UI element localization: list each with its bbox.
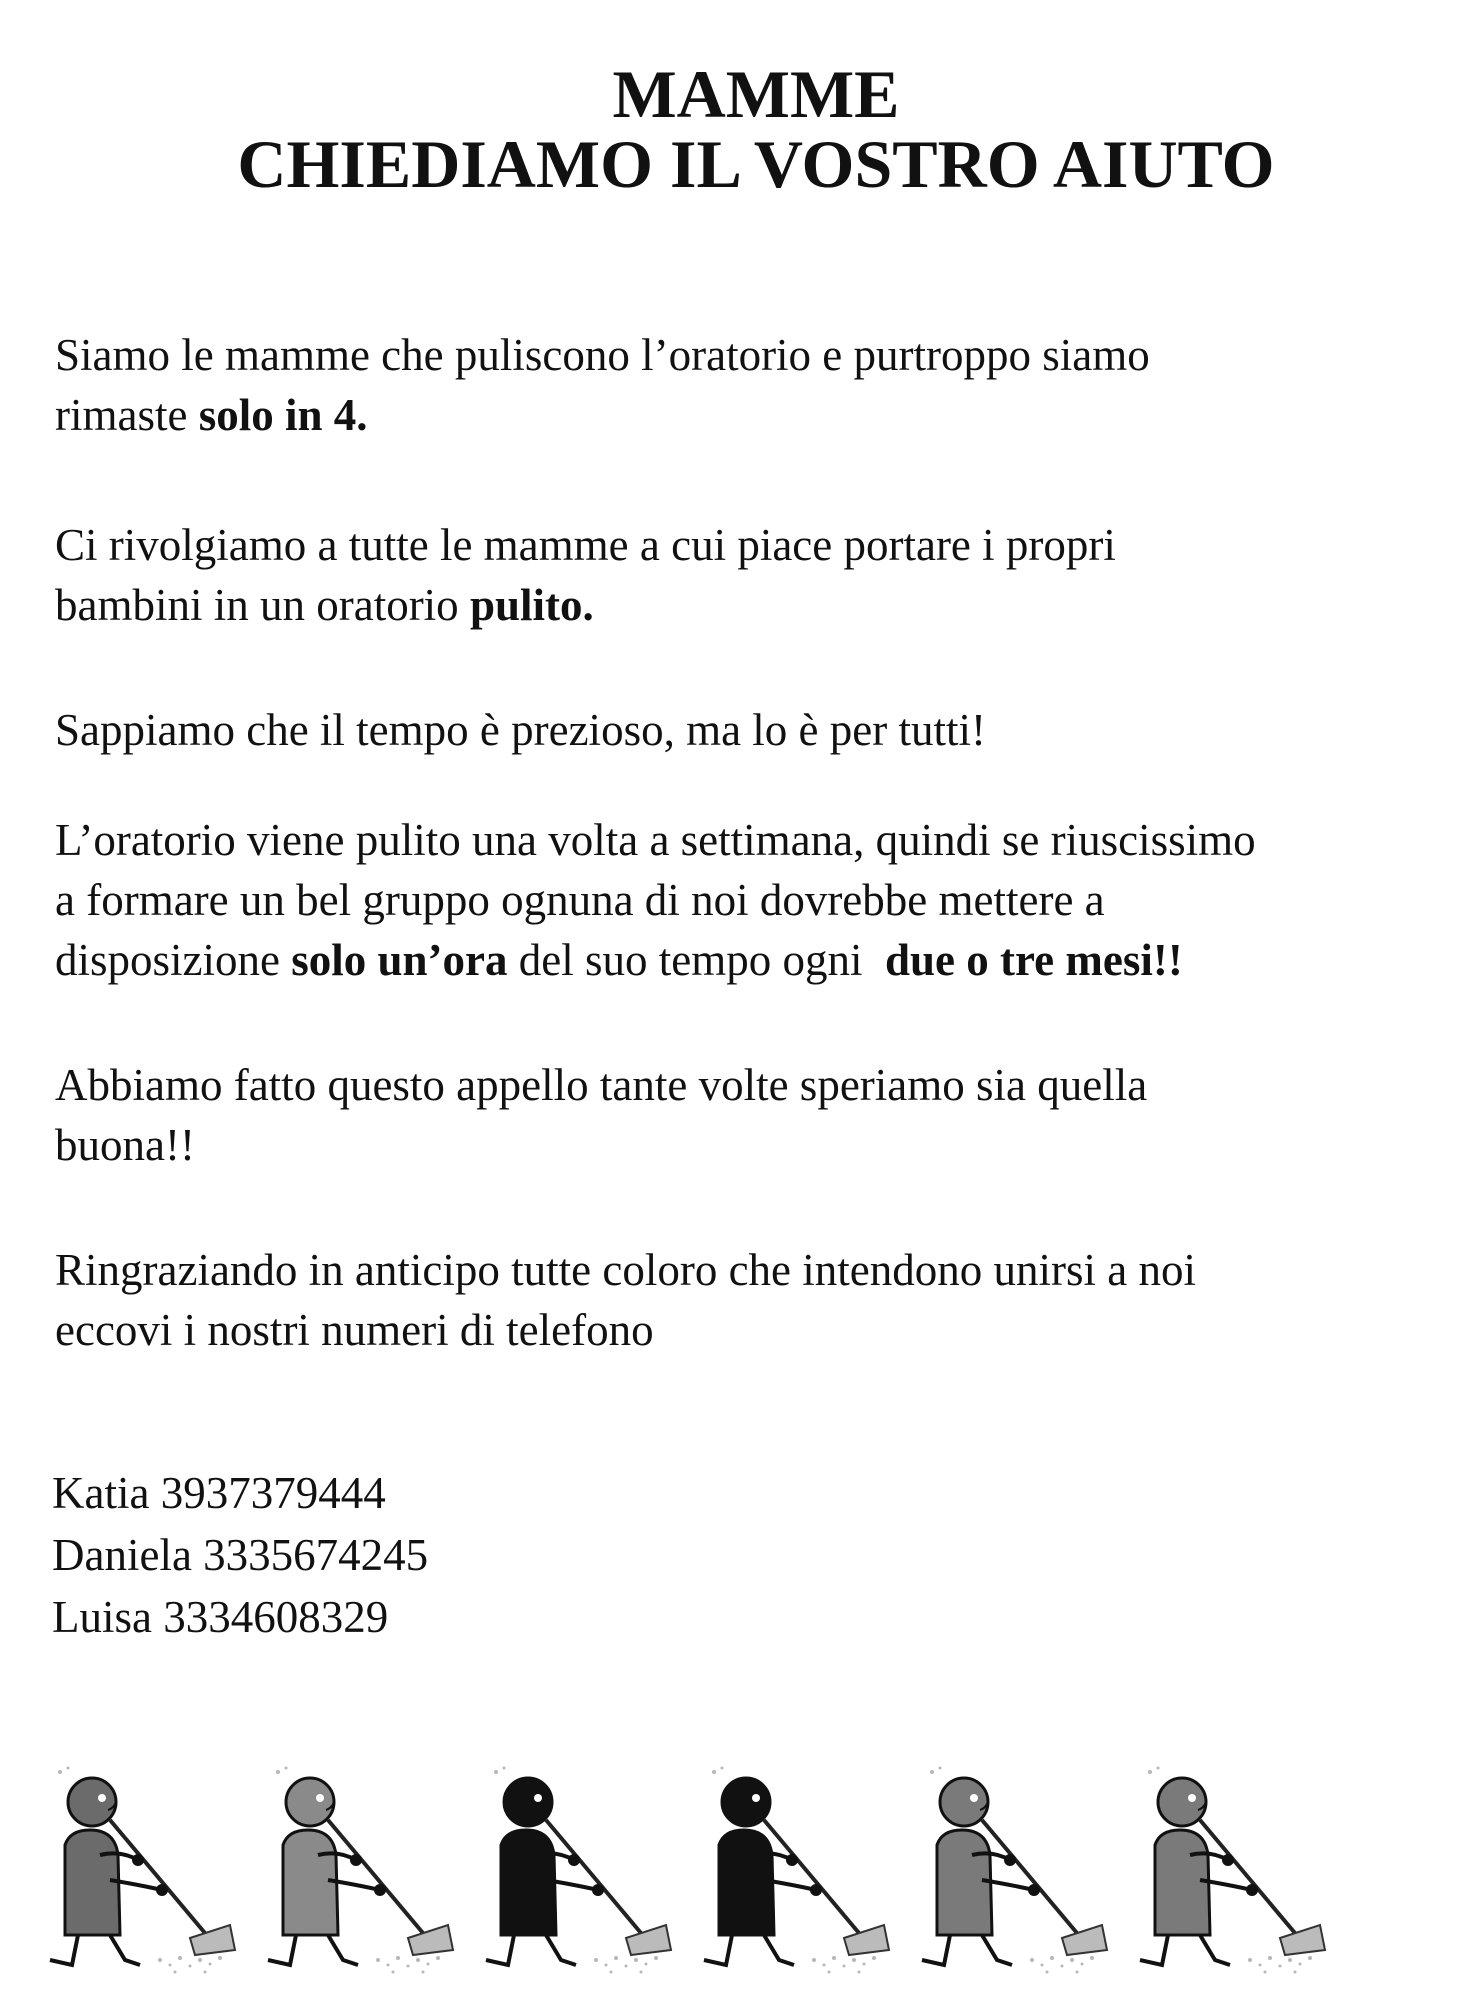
paragraph-2-line-2: bambini in un oratorio [55, 580, 470, 630]
paragraph-6-line-2: eccovi i nostri numeri di telefono [55, 1305, 654, 1355]
paragraph-2-line-1: Ci rivolgiamo a tutte le mamme a cui piace portare i propri [55, 520, 1116, 570]
paragraph-4 [55, 810, 1455, 990]
paragraph-4-line-3a: disposizione [55, 935, 292, 985]
sweeping-person-icon [694, 1760, 894, 1980]
sweeping-person-icon [258, 1760, 458, 1980]
paragraph-3 [55, 700, 1455, 760]
paragraph-5-line-2: buona!! [55, 1120, 195, 1170]
sweeping-person-icon [912, 1760, 1112, 1980]
paragraph-2-emphasis: pulito. [469, 580, 594, 630]
title-line-2: CHIEDIAMO IL VOSTRO AIUTO [237, 126, 1275, 202]
paragraph-1 [55, 325, 1455, 445]
contact-katia: Katia 3937379444 [52, 1468, 386, 1518]
paragraph-6-line-1: Ringraziando in anticipo tutte coloro che intendono unirsi a noi [55, 1245, 1196, 1295]
sweeping-figures-row [40, 1760, 1440, 1980]
contact-daniela: Daniela 3335674245 [52, 1530, 429, 1580]
paragraph-4-emphasis-2: due o tre mesi!! [884, 935, 1183, 985]
paragraph-4-line-1: L’oratorio viene pulito una volta a settimana, quindi se riuscissimo [55, 815, 1256, 865]
paragraph-4-emphasis-1: solo un’ora [291, 935, 508, 985]
paragraph-5-line-1: Abbiamo fatto questo appello tante volte speriamo sia quella [55, 1060, 1148, 1110]
sweeping-person-icon [1130, 1760, 1330, 1980]
paragraph-2 [55, 515, 1455, 635]
contact-list [52, 1462, 428, 1648]
sweeping-person-icon [476, 1760, 676, 1980]
paragraph-3-line-1: Sappiamo che il tempo è prezioso, ma lo è per tutti! [55, 705, 986, 755]
paragraph-1-line-1: Siamo le mamme che puliscono l’oratorio e purtroppo siamo [55, 330, 1150, 380]
paragraph-1-emphasis: solo in 4. [198, 390, 368, 440]
contact-luisa: Luisa 3334608329 [52, 1592, 389, 1642]
title-line-1: MAMME [612, 56, 900, 132]
sweeping-person-icon [40, 1760, 240, 1980]
paragraph-6 [55, 1240, 1455, 1360]
paragraph-4-line-3b: del suo tempo ogni [507, 935, 885, 985]
paragraph-5 [55, 1055, 1455, 1175]
paragraph-4-line-2: a formare un bel gruppo ognuna di noi dovrebbe mettere a [55, 875, 1105, 925]
paragraph-1-line-2: rimaste [55, 390, 199, 440]
